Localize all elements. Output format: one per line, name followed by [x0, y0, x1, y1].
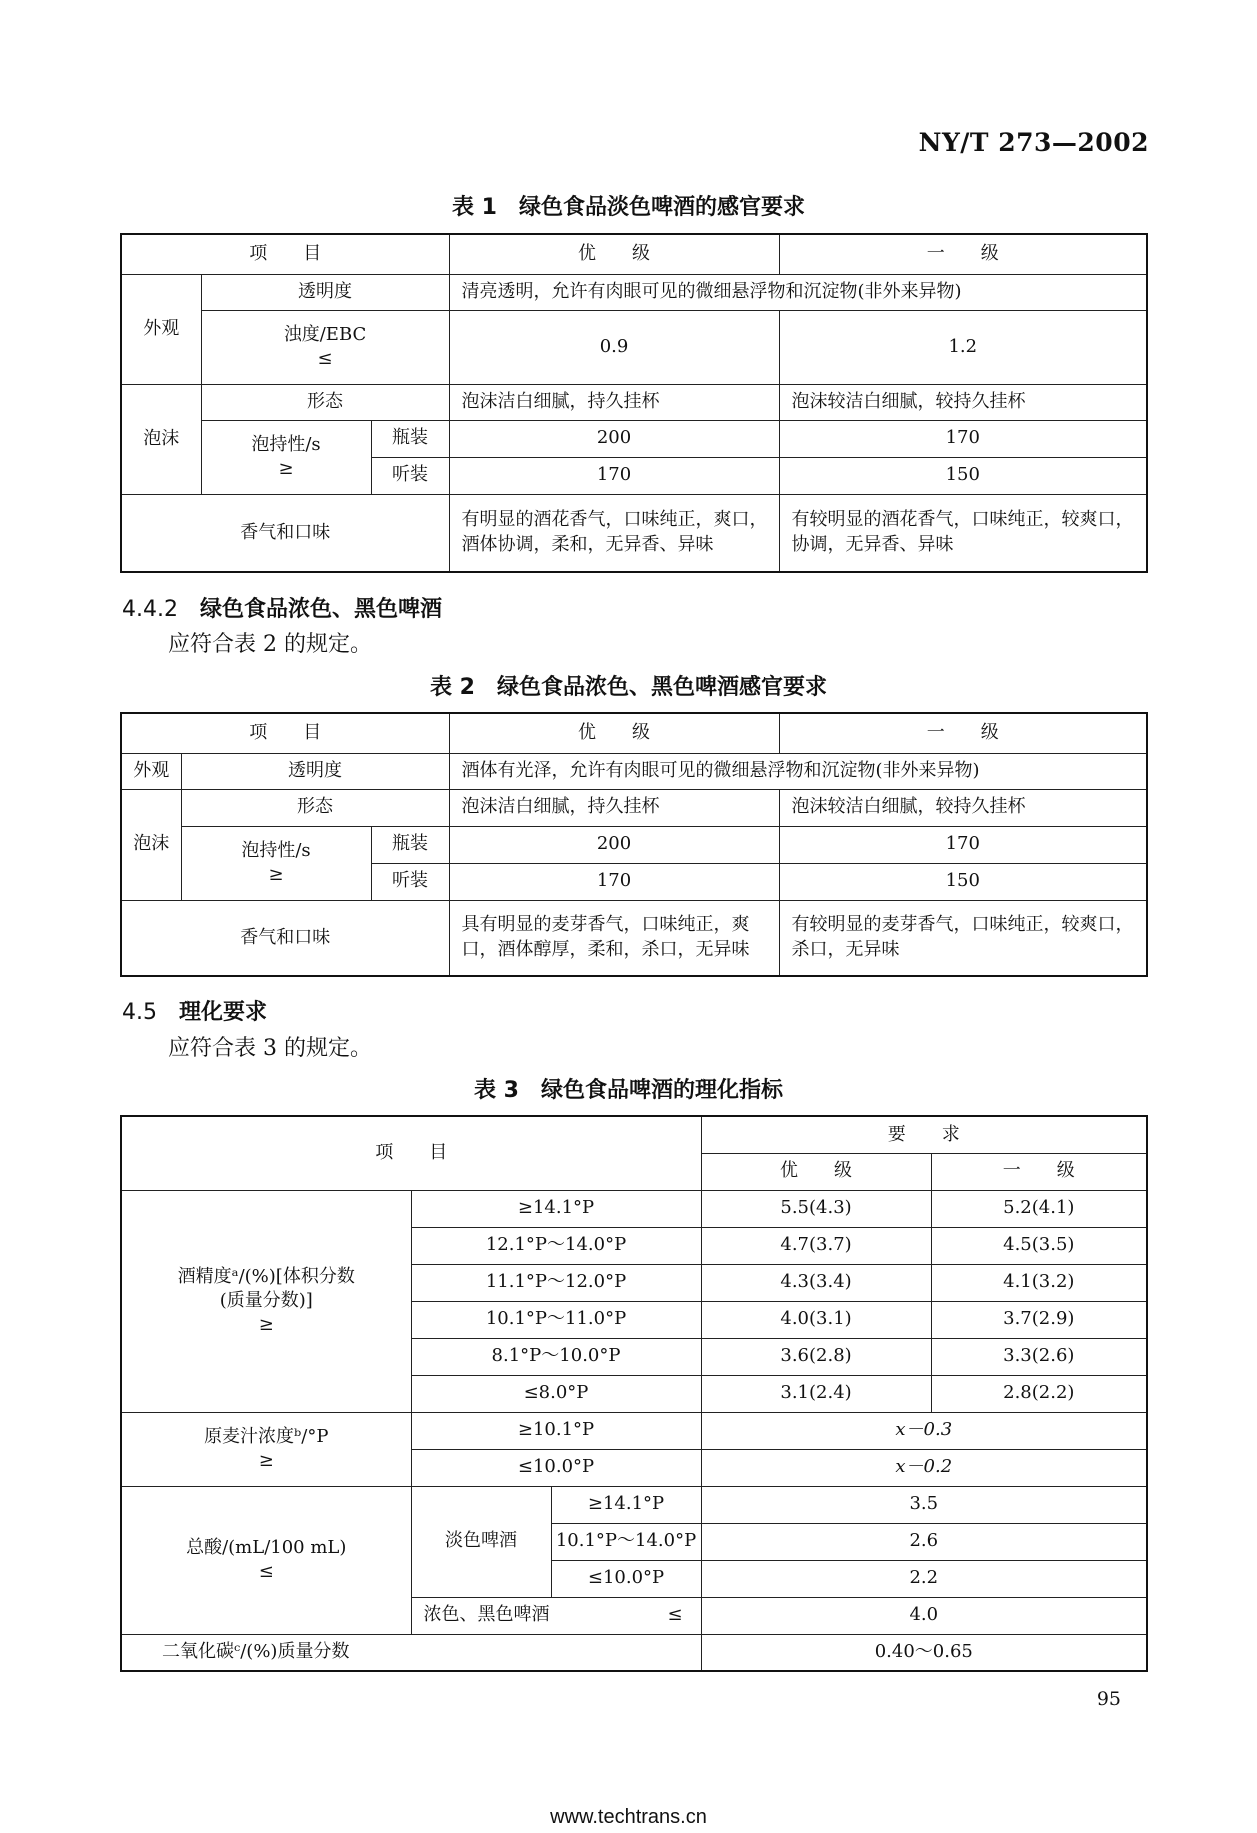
t3-co2-label: 二氧化碳ᶜ/(%)质量分数	[121, 1634, 701, 1671]
t3-header-item: 项 目	[121, 1116, 701, 1190]
section-45-text: 应符合表 3 的规定。	[168, 1036, 372, 1061]
t2-retention-label: 泡持性/s ≥	[181, 826, 371, 900]
t3-alcohol-range: ≤8.0°P	[411, 1375, 701, 1412]
table3	[120, 1115, 1148, 1672]
t1-can-label: 听装	[371, 457, 449, 494]
t3-dark-beer-label: 浓色、黑色啤酒 ≤	[411, 1597, 701, 1634]
t3-alcohol-range: 11.1°P～12.0°P	[411, 1264, 701, 1301]
t1-can-grade1: 170	[449, 457, 779, 494]
t3-acid-range: 10.1°P～14.0°P	[551, 1523, 701, 1560]
t1-shape-grade1: 泡沫洁白细腻，持久挂杯	[449, 384, 779, 420]
t1-aroma-grade1: 有明显的酒花香气，口味纯正，爽口，酒体协调，柔和，无异香、异味	[449, 494, 779, 572]
t2-bottle-grade1: 200	[449, 826, 779, 863]
t3-alcohol-grade2: 3.3(2.6)	[931, 1338, 1147, 1375]
t1-appearance-label: 外观	[121, 274, 201, 384]
t3-alcohol-grade2: 5.2(4.1)	[931, 1190, 1147, 1227]
t3-acid-range: ≥14.1°P	[551, 1486, 701, 1523]
t3-wort-range: ≤10.0°P	[411, 1449, 701, 1486]
t3-wort-value: x－0.2	[701, 1449, 1147, 1486]
t2-appearance-label: 外观	[121, 753, 181, 789]
t3-alcohol-grade1: 4.7(3.7)	[701, 1227, 931, 1264]
t3-alcohol-grade2: 4.5(3.5)	[931, 1227, 1147, 1264]
t1-header-item: 项 目	[121, 234, 449, 274]
t1-aroma-label: 香气和口味	[121, 494, 449, 572]
t3-header-grade1: 优 级	[701, 1153, 931, 1190]
t3-alcohol-grade1: 5.5(4.3)	[701, 1190, 931, 1227]
t3-alcohol-grade1: 4.3(3.4)	[701, 1264, 931, 1301]
t1-header-grade1: 优 级	[449, 234, 779, 274]
t2-can-grade2: 150	[779, 863, 1147, 900]
t3-wort-label: 原麦汁浓度ᵇ/°P ≥	[121, 1412, 411, 1486]
table3-caption: 表 3 绿色食品啤酒的理化指标	[474, 1078, 783, 1103]
t2-header-item: 项 目	[121, 713, 449, 753]
t1-bottle-grade2: 170	[779, 420, 1147, 457]
t2-clarity-label: 透明度	[181, 753, 449, 789]
table1-caption: 表 1 绿色食品淡色啤酒的感官要求	[452, 195, 805, 220]
t2-header-grade2: 一 级	[779, 713, 1147, 753]
t2-aroma-label: 香气和口味	[121, 900, 449, 976]
table2	[120, 712, 1148, 977]
t2-shape-label: 形态	[181, 789, 449, 826]
t2-aroma-grade1: 具有明显的麦芽香气，口味纯正，爽口，酒体醇厚，柔和，杀口，无异味	[449, 900, 779, 976]
t3-header-grade2: 一 级	[931, 1153, 1147, 1190]
section-45-heading: 4.5 理化要求	[122, 1000, 268, 1025]
t1-header-grade2: 一 级	[779, 234, 1147, 274]
t3-wort-range: ≥10.1°P	[411, 1412, 701, 1449]
t1-shape-label: 形态	[201, 384, 449, 420]
t2-header-grade1: 优 级	[449, 713, 779, 753]
t3-alcohol-grade1: 4.0(3.1)	[701, 1301, 931, 1338]
t3-alcohol-grade1: 3.6(2.8)	[701, 1338, 931, 1375]
t3-alcohol-label: 酒精度ᵃ/(%)[体积分数 (质量分数)] ≥	[121, 1190, 411, 1412]
t1-turbidity-grade2: 1.2	[779, 310, 1147, 384]
standard-number: NY/T 273—2002	[918, 128, 1149, 157]
section-442-text: 应符合表 2 的规定。	[168, 632, 372, 657]
t3-dark-beer-value: 4.0	[701, 1597, 1147, 1634]
t1-bottle-label: 瓶装	[371, 420, 449, 457]
t3-alcohol-range: 10.1°P～11.0°P	[411, 1301, 701, 1338]
t3-acid-value: 3.5	[701, 1486, 1147, 1523]
t1-foam-label: 泡沫	[121, 384, 201, 494]
t3-acid-label: 总酸/(mL/100 mL) ≤	[121, 1486, 411, 1634]
table2-caption: 表 2 绿色食品浓色、黑色啤酒感官要求	[430, 675, 827, 700]
t3-alcohol-grade1: 3.1(2.4)	[701, 1375, 931, 1412]
t3-acid-range: ≤10.0°P	[551, 1560, 701, 1597]
t2-clarity-value: 酒体有光泽，允许有肉眼可见的微细悬浮物和沉淀物(非外来异物)	[449, 753, 1147, 789]
t2-aroma-grade2: 有较明显的麦芽香气，口味纯正，较爽口，杀口，无异味	[779, 900, 1147, 976]
t1-can-grade2: 150	[779, 457, 1147, 494]
t2-bottle-label: 瓶装	[371, 826, 449, 863]
t2-foam-label: 泡沫	[121, 789, 181, 900]
t2-bottle-grade2: 170	[779, 826, 1147, 863]
t3-header-requirement: 要 求	[701, 1116, 1147, 1153]
t3-alcohol-grade2: 3.7(2.9)	[931, 1301, 1147, 1338]
t3-acid-value: 2.6	[701, 1523, 1147, 1560]
t1-aroma-grade2: 有较明显的酒花香气，口味纯正，较爽口，协调，无异香、异味	[779, 494, 1147, 572]
t1-turbidity-label: 浊度/EBC ≤	[201, 310, 449, 384]
t1-shape-grade2: 泡沫较洁白细腻，较持久挂杯	[779, 384, 1147, 420]
table1	[120, 233, 1148, 573]
t1-turbidity-grade1: 0.9	[449, 310, 779, 384]
page-number: 95	[1096, 1688, 1121, 1710]
t3-acid-value: 2.2	[701, 1560, 1147, 1597]
t3-alcohol-range: ≥14.1°P	[411, 1190, 701, 1227]
t1-retention-label: 泡持性/s ≥	[201, 420, 371, 494]
footer-url: www.techtrans.cn	[550, 1806, 707, 1828]
t2-can-grade1: 170	[449, 863, 779, 900]
t1-clarity-label: 透明度	[201, 274, 449, 310]
t3-pale-beer-label: 淡色啤酒	[411, 1486, 551, 1597]
t3-co2-value: 0.40～0.65	[701, 1634, 1147, 1671]
t2-can-label: 听装	[371, 863, 449, 900]
t3-alcohol-grade2: 2.8(2.2)	[931, 1375, 1147, 1412]
t1-clarity-value: 清亮透明，允许有肉眼可见的微细悬浮物和沉淀物(非外来异物)	[449, 274, 1147, 310]
t1-bottle-grade1: 200	[449, 420, 779, 457]
t3-wort-value: x－0.3	[701, 1412, 1147, 1449]
t2-shape-grade1: 泡沫洁白细腻，持久挂杯	[449, 789, 779, 826]
t2-shape-grade2: 泡沫较洁白细腻，较持久挂杯	[779, 789, 1147, 826]
t3-alcohol-grade2: 4.1(3.2)	[931, 1264, 1147, 1301]
section-442-heading: 4.4.2 绿色食品浓色、黑色啤酒	[122, 597, 442, 622]
t3-alcohol-range: 8.1°P～10.0°P	[411, 1338, 701, 1375]
t3-alcohol-range: 12.1°P～14.0°P	[411, 1227, 701, 1264]
